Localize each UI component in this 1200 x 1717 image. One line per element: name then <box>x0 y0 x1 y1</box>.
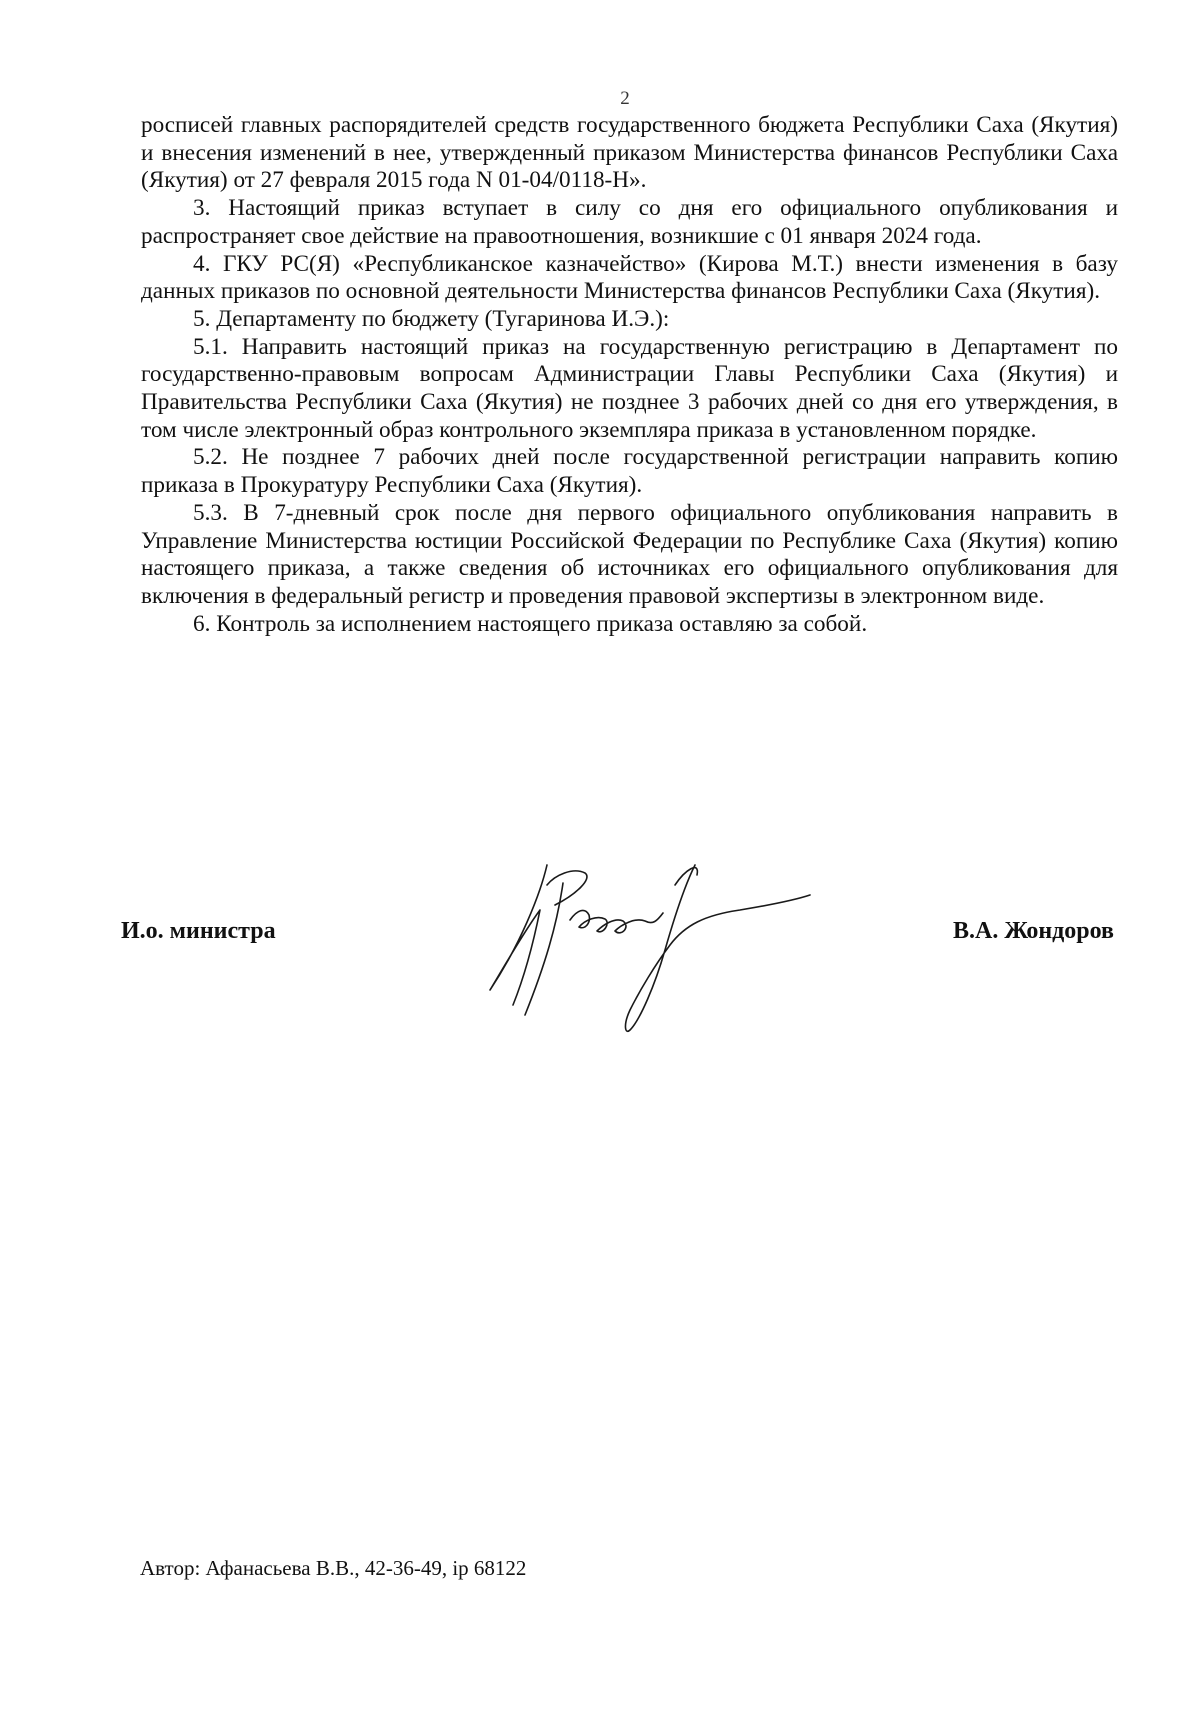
paragraph-item-5: 5. Департаменту по бюджету (Тугаринова И.Э.): <box>193 305 670 332</box>
signatory-name: В.А. Жондоров <box>953 918 1114 944</box>
paragraph-item-4: 4. ГКУ РС(Я) «Республиканское казначейство» (Кирова М.Т.) внести изменения в базу данных приказов по основной деятельности Министерства финансов Республики Саха (Якутия). <box>141 250 1118 305</box>
document-body <box>141 112 1118 638</box>
paragraph-item-6: 6. Контроль за исполнением настоящего приказа оставляю за собой. <box>193 610 868 637</box>
signatory-title: И.о. министра <box>121 918 276 944</box>
paragraph-item-5-1: 5.1. Направить настоящий приказ на государственную регистрацию в Департамент по государственно-правовым вопросам Администрации Главы Республики Саха (Якутия) и Правительства Республики Саха (Якутия) не позднее 3 рабочих дней со дня его утверждения, в том числе электронный образ контрольного экземпляра приказа в установленном порядке. <box>141 333 1118 443</box>
author-line: Автор: Афанасьева В.В., 42-36-49, ip 68122 <box>140 1556 527 1580</box>
paragraph-item-5-3: 5.3. В 7-дневный срок после дня первого официального опубликования направить в Управление Министерства юстиции Российской Федерации по Республике Саха (Якутия) копию настоящего приказа, а также сведения об источниках его официального опубликования для включения в федеральный регистр и проведения правовой экспертизы в электронном виде. <box>141 499 1118 609</box>
paragraph-item-3: 3. Настоящий приказ вступает в силу со дня его официального опубликования и распространяет свое действие на правоотношения, возникшие с 01 января 2024 года. <box>141 195 1118 249</box>
paragraph-continuation: росписей главных распорядителей средств государственного бюджета Республики Саха (Якутия) и внесения изменений в нее, утвержденный приказом Министерства финансов Республики Саха (Якутия) от 27 февраля 2015 года N 01-04/0118-Н». <box>141 112 1118 194</box>
paragraph-item-5-2: 5.2. Не позднее 7 рабочих дней после государственной регистрации направить копию приказа в Прокуратуру Республики Саха (Якутия). <box>141 444 1118 499</box>
page-number: 2 <box>620 88 630 109</box>
handwritten-signature <box>485 855 815 1040</box>
